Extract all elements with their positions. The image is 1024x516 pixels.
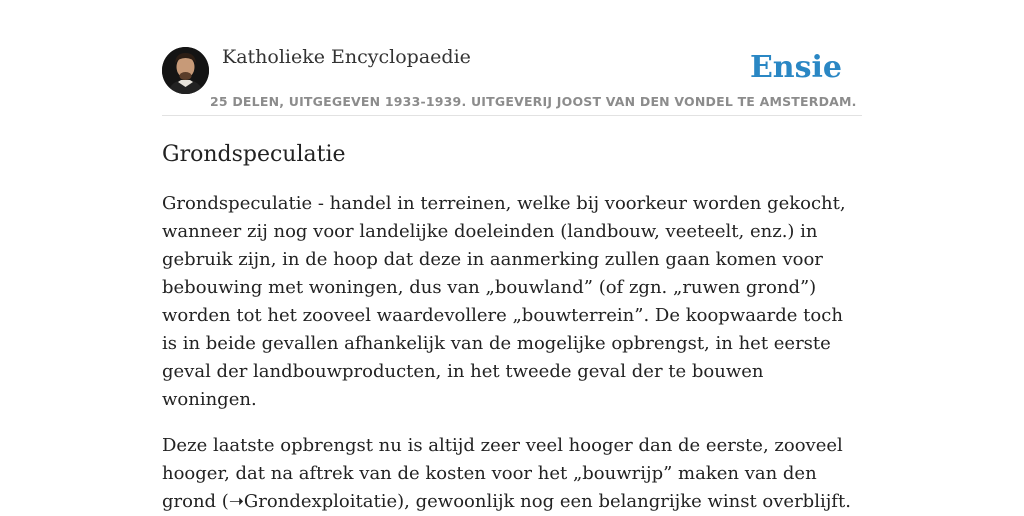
portrait-avatar-icon[interactable]: [162, 47, 209, 94]
ensie-logo-link[interactable]: Ensie: [749, 50, 842, 85]
paragraph-2-text-before: Deze laatste opbrengst nu is altijd zeer veel hooger dan de eerste, zooveel hooger, dat na aftrek van de kosten voor het „bouwrijp” maken van den grond (: [162, 435, 843, 512]
paragraph-1: Grondspeculatie - handel in terreinen, welke bij voorkeur worden gekocht, wanneer zij nog voor landelijke doeleinden (landbouw, veeteelt, enz.) in gebruik zijn, in de hoop dat deze in aanmerking zullen gaan komen voor bebouwing met woningen, dus van „bouwland” (of zgn. „ruwen grond”) worden tot het zooveel waardevollere „bouwterrein”. De koopwaarde toch is in beide gevallen afhankelijk van de mogelijke opbrengst, in het eerste geval der landbouwproducten, in het tweede geval der te bouwen woningen.: [162, 193, 846, 410]
publication-subtitle: 25 DELEN, UITGEGEVEN 1933-1939. UITGEVERIJ JOOST VAN DEN VONDEL TE AMSTERDAM.: [210, 94, 857, 109]
paragraph-2: [162, 432, 862, 516]
page: [162, 0, 862, 516]
entry-title: Grondspeculatie: [162, 142, 346, 167]
site-header: [162, 0, 862, 116]
grondexploitatie-link[interactable]: ➝Grondexploitatie: [228, 491, 398, 512]
book-title[interactable]: Katholieke Encyclopaedie: [222, 46, 471, 68]
paragraph-2-text-after: ), gewoonlijk nog een belangrijke winst overblijft.: [397, 491, 851, 512]
